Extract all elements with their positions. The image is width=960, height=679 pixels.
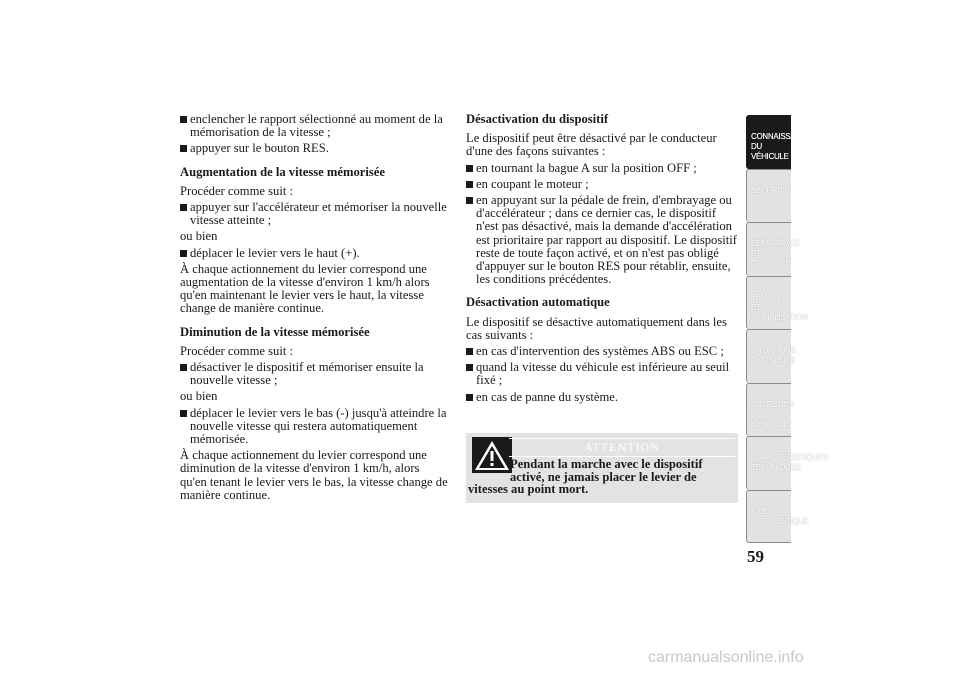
section-heading-auto-deactivation: Désactivation automatique <box>466 295 610 310</box>
warning-text <box>466 458 732 496</box>
bullet-item: appuyer sur l'accélérateur et mémoriser la nouvelle vitesse atteinte ; <box>180 201 448 227</box>
section-heading-increase: Augmentation de la vitesse mémorisée <box>180 164 385 179</box>
bullet-square-icon <box>466 181 473 188</box>
bullet-item: enclencher le rapport sélectionné au moment de la mémorisation de la vitesse ; <box>180 113 448 139</box>
page-number: 59 <box>747 547 764 566</box>
left-column <box>180 113 448 505</box>
bullet-square-icon <box>180 116 187 123</box>
tab-index-alphabetique[interactable]: INDEX ALPHABÉTIQUE <box>746 490 791 544</box>
paragraph: Le dispositif se désactive automatiquement dans les cas suivants : <box>466 314 727 342</box>
paragraph: Procéder comme suit : <box>180 183 293 198</box>
bullet-square-icon <box>180 364 187 371</box>
bullet-item: en coupant le moteur ; <box>466 178 738 191</box>
paragraph: ou bien <box>180 389 218 404</box>
warning-line: Pendant la marche avec le dispositif <box>510 457 703 471</box>
bullet-square-icon <box>180 250 187 257</box>
section-heading-deactivation: Désactivation du dispositif <box>466 112 609 126</box>
bullet-square-icon <box>180 204 187 211</box>
chapter-tabs <box>746 115 828 543</box>
bullet-item: en cas de panne du système. <box>466 391 738 404</box>
tab-temoins-et-signalisation[interactable]: TÉMOINS ET SIGNALISATION <box>746 276 791 330</box>
paragraph: ou bien <box>180 229 218 244</box>
tab-connaissance-du-vehicule[interactable]: CONNAISSANCE DU VÉHICULE <box>746 115 791 169</box>
tab-demarrage-et-conduite[interactable]: DÉMARRAGE ET CONDUITE <box>746 222 791 276</box>
tab-caracteristiques-techniques[interactable]: CARACTÉRISTIQUES TECHNIQUES <box>746 436 791 490</box>
bullet-item: appuyer sur le bouton RES. <box>180 142 448 155</box>
tab-securite[interactable]: SÉCURITÉ <box>746 169 791 223</box>
bullet-square-icon <box>466 165 473 172</box>
bullet-square-icon <box>466 197 473 204</box>
bullet-item: déplacer le levier vers le haut (+). <box>180 247 448 260</box>
tab-entretien-du-vehicule[interactable]: ENTRETIEN DU VÉHICULE <box>746 383 791 437</box>
paragraph: Procéder comme suit : <box>180 343 293 358</box>
bullet-item: désactiver le dispositif et mémoriser ensuite la nouvelle vitesse ; <box>180 361 448 387</box>
section-heading-decrease: Diminution de la vitesse mémorisée <box>180 324 370 339</box>
paragraph: À chaque actionnement du levier correspond une diminution de la vitesse d'environ 1 km/h, alors qu'en tenant le levier vers le bas, la vitesse change de manière continue. <box>180 448 448 502</box>
bullet-square-icon <box>180 145 187 152</box>
bullet-item: en cas d'intervention des systèmes ABS ou ESC ; <box>466 345 738 358</box>
bullet-square-icon <box>466 364 473 371</box>
warning-title: ATTENTION <box>509 438 735 457</box>
paragraph: À chaque actionnement du levier correspond une augmentation de la vitesse d'environ 1 km/h alors qu'en maintenant le levier vers le haut, la vitesse change de manière continue. <box>180 261 430 316</box>
bullet-square-icon <box>466 394 473 401</box>
tab-situations-durgence[interactable]: SITUATIONS D'URGENCE <box>746 329 791 383</box>
middle-column <box>466 113 738 407</box>
paragraph: Le dispositif peut être désactivé par le conducteur d'une des façons suivantes : <box>466 131 717 159</box>
bullet-item: en appuyant sur la pédale de frein, d'embrayage ou d'accélérateur ; dans ce dernier cas, le dispositif n'est pas désactivé, mais la demande d'accélération est prioritaire par rapport au dispositif. Le dispositif reste de toute façon activé, et on n'est pas obligé d'appuyer sur le bouton RES pour rétablir, ensuite, les conditions précédentes. <box>466 194 738 286</box>
bullet-item: quand la vitesse du véhicule est inférieure au seuil fixé ; <box>466 361 738 387</box>
warning-line: vitesses au point mort. <box>468 482 589 497</box>
watermark: carmanualsonline.info <box>648 649 804 666</box>
bullet-item: déplacer le levier vers le bas (-) jusqu'à atteindre la nouvelle vitesse qui restera automatiquement mémorisée. <box>180 407 448 447</box>
bullet-item: en tournant la bague A sur la position OFF ; <box>466 162 738 175</box>
bullet-square-icon <box>466 348 473 355</box>
warning-box <box>466 433 738 503</box>
warning-line: activé, ne jamais placer le levier de <box>510 469 697 484</box>
bullet-square-icon <box>180 410 187 417</box>
